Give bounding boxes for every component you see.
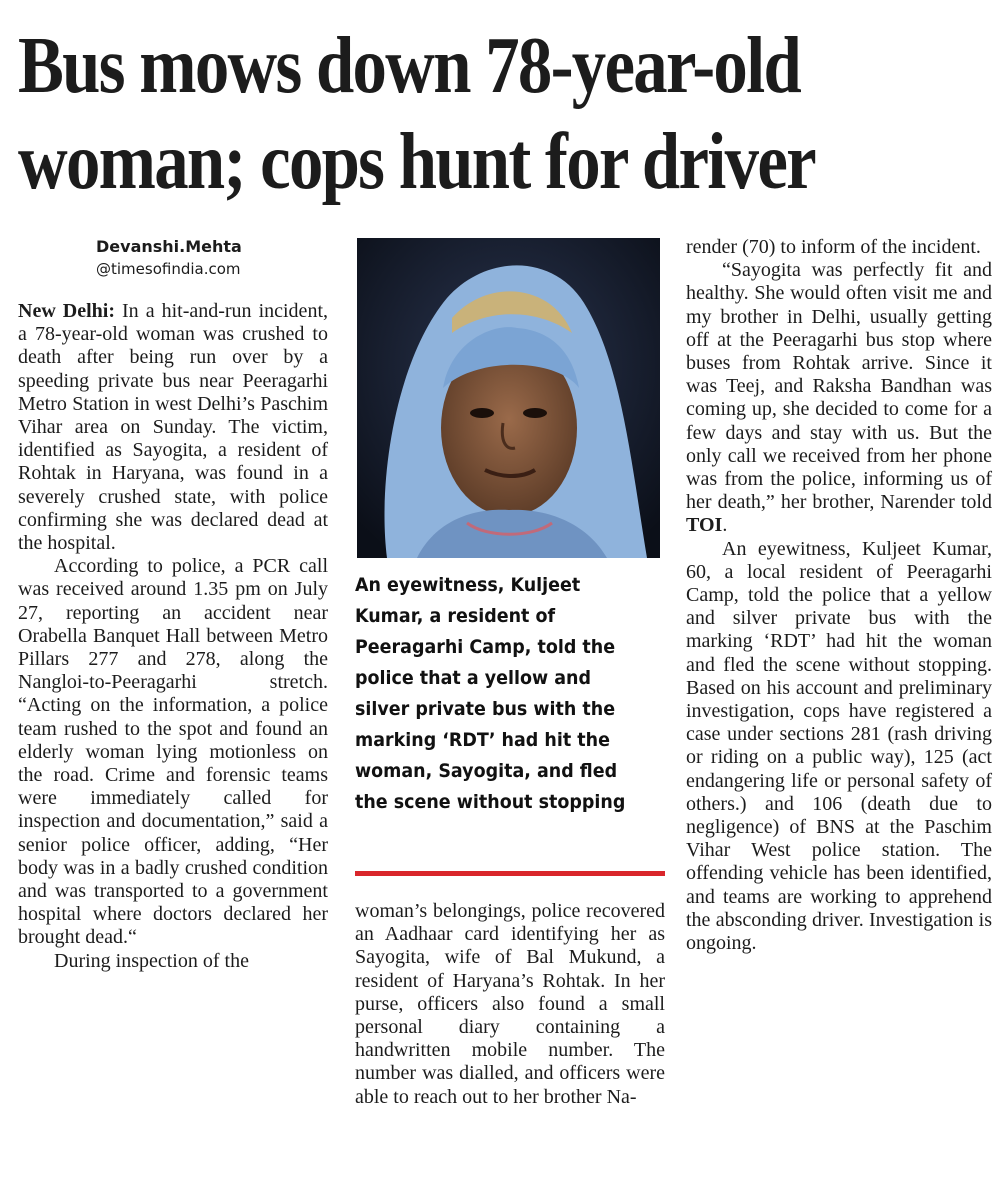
- paragraph: render (70) to inform of the incident.: [686, 236, 981, 258]
- paragraph: [18, 300, 328, 555]
- photo-caption: An eyewitness, Kuljeet Kumar, a resident of Peeragarhi Camp, told the police that a yellow and silver private bus with the marking ‘RDT’ had hit the woman, Sayogita, and fled the scene without stopping: [355, 574, 626, 813]
- column-3: [686, 236, 992, 955]
- byline: [96, 236, 328, 280]
- dateline: New Delhi:: [18, 300, 115, 322]
- paragraph: During inspection of the: [54, 949, 249, 972]
- source-name: TOI: [686, 514, 723, 537]
- caption-divider: [355, 871, 665, 876]
- victim-photo: [357, 238, 660, 558]
- portrait-image: [357, 238, 660, 558]
- headline-line-1: Bus mows down 78-year-old: [18, 22, 801, 110]
- byline-name: Devanshi.Mehta: [96, 237, 242, 256]
- paragraph-text: “Sayogita was perfectly fit and healthy. She would often visit me and my brother in Delhi, usually getting off at the Peeragarhi bus stop where buses from Rohtak arrive. Since it was Teej, and Raksha Bandhan was coming up, she decided to come for a few days and stay with us. But the only call we received from her phone was from the police, informing us of her death,” her brother, Narender told: [686, 259, 992, 514]
- paragraph: woman’s belongings, police recovered an Aadhaar card identifying her as Sayogita, wife of Bal Mukund, a resident of Haryana’s Rohtak. In her purse, officers also found a small personal diary containing a handwritten mobile number. The number was dialled, and officers were able to reach out to her brother Na-: [355, 900, 665, 1108]
- paragraph: According to police, a PCR call was received around 1.35 pm on July 27, reporting an accident near Orabella Banquet Hall between Metro Pillars 277 and 278, along the Nangloi-to-Peeragarhi stretch. “Acting on the information, a police team rushed to the spot and found an elderly woman lying motionless on the road. Crime and forensic teams were immediately called for inspection and documentation,” said a senior police officer, adding, “Her body was in a badly crushed condition and was transported to a government hospital where doctors declared her brought dead.“: [18, 555, 328, 949]
- paragraph-end: .: [722, 514, 728, 537]
- byline-handle: @timesofindia.com: [96, 260, 241, 278]
- paragraph-text: In a hit-and-run incident, a 78-year-old woman was crushed to death after being run over by a speeding private bus near Peeragarhi Metro Station in west Delhi’s Paschim Vihar area on Sunday. The victim, identified as Sayogita, a resident of Rohtak in Haryana, was found in a severely crushed state, with police confirming she was declared dead at the hospital.: [18, 300, 328, 555]
- column-2: [355, 900, 665, 1109]
- paragraph: An eyewitness, Kuljeet Kumar, 60, a local resident of Peeragarhi Camp, told the police that a yellow and silver private bus with the marking ‘RDT’ had hit the woman and fled the scene without stopping. Based on his account and preliminary investigation, cops have registered a case under sections 281 (rash driving or riding on a public way), 125 (act endangering life or personal safety of others.) and 106 (death due to negligence) of BNS at the Paschim Vihar West police station. The offending vehicle has been identified, and teams are working to apprehend the absconding driver. Investigation is ongoing.: [686, 537, 992, 955]
- paragraph: [686, 259, 992, 537]
- headline-line-2: woman; cops hunt for driver: [18, 118, 816, 206]
- headline: [18, 18, 857, 210]
- column-1: [18, 236, 328, 973]
